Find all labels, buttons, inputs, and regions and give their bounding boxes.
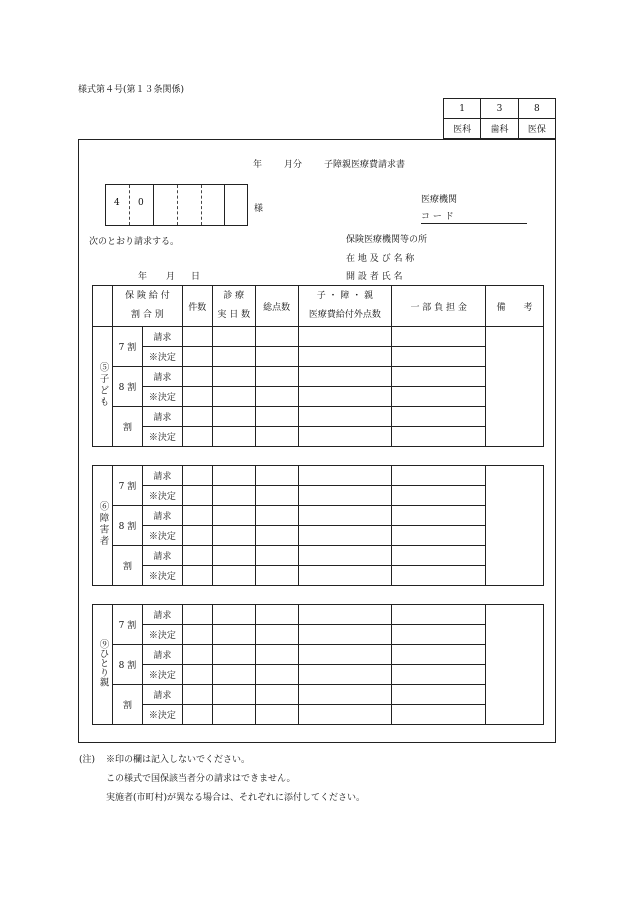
request-text: 次のとおり請求する。 xyxy=(89,237,180,247)
count-cell xyxy=(182,566,212,586)
header-month: 月分 xyxy=(284,160,303,170)
form-title: 子障親医療費請求書 xyxy=(324,160,406,170)
header-benefit-rate xyxy=(112,286,182,327)
copay-cell xyxy=(392,347,486,367)
code-number-3: 3 xyxy=(481,99,518,119)
excluded-cell[interactable] xyxy=(298,466,392,486)
excluded-cell[interactable] xyxy=(298,546,392,566)
count-cell xyxy=(182,705,212,725)
rate-cell: 7 割 xyxy=(112,466,142,506)
points-cell[interactable] xyxy=(255,546,298,566)
institution-address-label2: 在 地 及 び 名 称 xyxy=(346,254,415,264)
header-points: 総点数 xyxy=(255,286,298,327)
points-cell xyxy=(255,665,298,685)
institution-address-label: 保険医療機関等の所 xyxy=(346,235,428,245)
decision-label: ※決定 xyxy=(142,427,182,447)
header-excluded-1: 子 ・ 障 ・ 親 xyxy=(316,291,374,301)
rate-cell: 割 xyxy=(112,546,142,586)
points-cell[interactable] xyxy=(255,685,298,705)
decision-label: ※決定 xyxy=(142,566,182,586)
excluded-cell[interactable] xyxy=(298,367,392,387)
note-line: この様式で国保該当者分の請求はできません。 xyxy=(106,774,296,784)
days-cell xyxy=(212,665,255,685)
count-cell xyxy=(182,625,212,645)
count-cell[interactable] xyxy=(182,605,212,625)
remarks-cell[interactable] xyxy=(486,605,544,725)
notes-prefix: (注) xyxy=(79,755,96,765)
header-benefit-2: 割 合 別 xyxy=(131,310,164,320)
points-cell xyxy=(255,705,298,725)
days-cell xyxy=(212,347,255,367)
section-label-cell xyxy=(93,466,113,586)
copay-cell[interactable] xyxy=(392,367,486,387)
claim-label: 請求 xyxy=(142,546,182,566)
note-line: 実施者(市町村)が異なる場合は、それぞれに添付してください。 xyxy=(106,793,366,803)
days-cell xyxy=(212,705,255,725)
claim-label: 請求 xyxy=(142,506,182,526)
excluded-cell[interactable] xyxy=(298,605,392,625)
section-label-cell xyxy=(93,605,113,725)
code-divider xyxy=(153,185,154,225)
code-label-medical: 医科 xyxy=(444,119,481,139)
decision-label: ※決定 xyxy=(142,665,182,685)
points-cell[interactable] xyxy=(255,506,298,526)
count-cell[interactable] xyxy=(182,367,212,387)
excluded-cell xyxy=(298,625,392,645)
header-excluded xyxy=(298,286,392,327)
decision-label: ※決定 xyxy=(142,347,182,367)
copay-cell[interactable] xyxy=(392,506,486,526)
header-days-2: 実 日 数 xyxy=(217,310,251,320)
count-cell xyxy=(182,665,212,685)
excluded-cell xyxy=(298,665,392,685)
claim-label: 請求 xyxy=(142,645,182,665)
points-cell[interactable] xyxy=(255,466,298,486)
claim-label: 請求 xyxy=(142,367,182,387)
rate-cell: 割 xyxy=(112,685,142,725)
excluded-cell xyxy=(298,486,392,506)
count-cell[interactable] xyxy=(182,466,212,486)
date-month: 月 xyxy=(166,272,176,282)
header-benefit-1: 保 険 給 付 xyxy=(125,291,170,301)
code-number-8: 8 xyxy=(518,99,555,119)
days-cell xyxy=(212,486,255,506)
copay-cell xyxy=(392,625,486,645)
remarks-cell[interactable] xyxy=(486,327,544,447)
rate-cell: 8 割 xyxy=(112,645,142,685)
date-day: 日 xyxy=(191,272,201,282)
claim-label: 請求 xyxy=(142,605,182,625)
points-cell[interactable] xyxy=(255,327,298,347)
days-cell[interactable] xyxy=(212,367,255,387)
excluded-cell xyxy=(298,526,392,546)
code-divider xyxy=(177,185,178,225)
days-cell xyxy=(212,566,255,586)
count-cell xyxy=(182,526,212,546)
header-copay: 一 部 負 担 金 xyxy=(392,286,486,327)
days-cell[interactable] xyxy=(212,605,255,625)
days-cell[interactable] xyxy=(212,506,255,526)
code-digit-0: 0 xyxy=(138,198,144,208)
copay-cell xyxy=(392,665,486,685)
copay-cell xyxy=(392,486,486,506)
copay-cell[interactable] xyxy=(392,605,486,625)
days-cell xyxy=(212,387,255,407)
code-suffix: 様 xyxy=(254,204,264,214)
copay-cell[interactable] xyxy=(392,407,486,427)
code-divider xyxy=(129,185,130,225)
section-label-cell xyxy=(93,327,113,447)
copay-cell[interactable] xyxy=(392,546,486,566)
code-divider xyxy=(224,185,225,225)
institution-label: 医療機関 xyxy=(421,195,458,205)
section-label: ⑨ひとり親 xyxy=(97,639,109,687)
excluded-cell xyxy=(298,347,392,367)
note-line: ※印の欄は記入しないでください。 xyxy=(106,755,251,765)
form-number: 様式第４号(第１３条関係) xyxy=(78,85,185,95)
code-digit-4: 4 xyxy=(114,198,120,208)
decision-label: ※決定 xyxy=(142,705,182,725)
section-hitorioya xyxy=(92,604,544,725)
copay-cell[interactable] xyxy=(392,645,486,665)
copay-cell xyxy=(392,566,486,586)
form-frame xyxy=(78,139,556,743)
excluded-cell[interactable] xyxy=(298,407,392,427)
points-cell[interactable] xyxy=(255,645,298,665)
days-cell[interactable] xyxy=(212,685,255,705)
code-label-insurance: 医保 xyxy=(518,119,555,139)
count-cell[interactable] xyxy=(182,546,212,566)
excluded-cell[interactable] xyxy=(298,685,392,705)
points-cell[interactable] xyxy=(255,367,298,387)
claim-label: 請求 xyxy=(142,407,182,427)
header-year: 年 xyxy=(253,160,263,170)
excluded-cell xyxy=(298,705,392,725)
days-cell xyxy=(212,625,255,645)
count-cell xyxy=(182,427,212,447)
rate-cell: 7 割 xyxy=(112,605,142,645)
code-table xyxy=(443,98,556,139)
count-cell[interactable] xyxy=(182,506,212,526)
days-cell xyxy=(212,526,255,546)
count-cell xyxy=(182,486,212,506)
rate-cell: 8 割 xyxy=(112,367,142,407)
count-cell[interactable] xyxy=(182,685,212,705)
days-cell[interactable] xyxy=(212,466,255,486)
header-count: 件数 xyxy=(182,286,212,327)
excluded-cell xyxy=(298,566,392,586)
remarks-cell[interactable] xyxy=(486,466,544,586)
header-excluded-2: 医療費給付外点数 xyxy=(308,310,381,320)
section-shogaisha xyxy=(92,465,544,586)
excluded-cell[interactable] xyxy=(298,645,392,665)
points-cell xyxy=(255,566,298,586)
copay-cell xyxy=(392,387,486,407)
section-label: ⑤子ども xyxy=(97,362,109,408)
points-cell xyxy=(255,526,298,546)
claim-label: 請求 xyxy=(142,685,182,705)
header-days xyxy=(212,286,255,327)
days-cell[interactable] xyxy=(212,546,255,566)
days-cell[interactable] xyxy=(212,407,255,427)
days-cell[interactable] xyxy=(212,645,255,665)
decision-label: ※決定 xyxy=(142,486,182,506)
claim-label: 請求 xyxy=(142,466,182,486)
excluded-cell xyxy=(298,427,392,447)
points-cell xyxy=(255,625,298,645)
copay-cell[interactable] xyxy=(392,685,486,705)
count-cell xyxy=(182,347,212,367)
code-divider xyxy=(201,185,202,225)
founder-name-label: 開 設 者 氏 名 xyxy=(346,272,403,282)
header-blank xyxy=(93,286,113,327)
section-label: ⑥障害者 xyxy=(97,501,109,547)
copay-cell[interactable] xyxy=(392,327,486,347)
institution-code-label: コ ー ド xyxy=(421,212,454,222)
rate-cell: 割 xyxy=(112,407,142,447)
decision-label: ※決定 xyxy=(142,526,182,546)
days-cell xyxy=(212,427,255,447)
copay-cell[interactable] xyxy=(392,466,486,486)
copay-cell xyxy=(392,705,486,725)
rate-cell: 8 割 xyxy=(112,506,142,546)
header-remarks: 備 考 xyxy=(486,286,544,327)
copay-cell xyxy=(392,526,486,546)
section-kodomo xyxy=(92,285,544,447)
excluded-cell xyxy=(298,387,392,407)
points-cell[interactable] xyxy=(255,605,298,625)
count-cell[interactable] xyxy=(182,645,212,665)
copay-cell xyxy=(392,427,486,447)
count-cell xyxy=(182,387,212,407)
date-year: 年 xyxy=(138,272,148,282)
days-cell[interactable] xyxy=(212,327,255,347)
points-cell xyxy=(255,347,298,367)
decision-label: ※決定 xyxy=(142,625,182,645)
points-cell xyxy=(255,486,298,506)
code-number-1: 1 xyxy=(444,99,481,119)
points-cell xyxy=(255,387,298,407)
header-days-1: 診 療 xyxy=(223,291,245,301)
decision-label: ※決定 xyxy=(142,387,182,407)
institution-code-field[interactable] xyxy=(421,209,527,224)
rate-cell: 7 割 xyxy=(112,327,142,367)
code-label-dental: 歯科 xyxy=(481,119,518,139)
count-cell[interactable] xyxy=(182,327,212,347)
code-box[interactable] xyxy=(105,184,248,226)
claim-label: 請求 xyxy=(142,327,182,347)
count-cell[interactable] xyxy=(182,407,212,427)
excluded-cell[interactable] xyxy=(298,327,392,347)
points-cell xyxy=(255,427,298,447)
excluded-cell[interactable] xyxy=(298,506,392,526)
points-cell[interactable] xyxy=(255,407,298,427)
